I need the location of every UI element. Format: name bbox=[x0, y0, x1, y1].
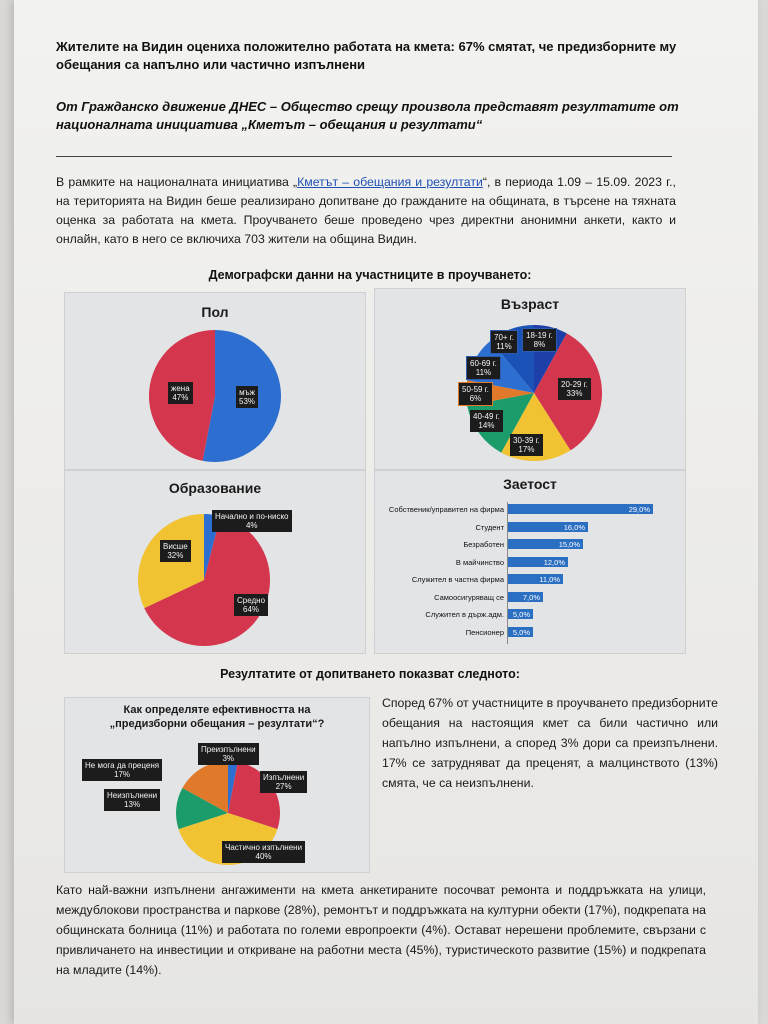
employment-bar bbox=[508, 504, 653, 514]
age-70plus-name: 70+ г. bbox=[494, 333, 514, 342]
age-40-49-name: 40-49 г. bbox=[473, 412, 500, 421]
employment-category-label: Студент bbox=[475, 522, 504, 532]
article-title: Жителите на Видин оцениха положително работата на кмета: 67% смятат, че предизборните му обещания са напълно или частично изпълнени bbox=[56, 39, 677, 72]
employment-row bbox=[374, 522, 686, 533]
eff-overfulfilled-value: 3% bbox=[222, 754, 235, 763]
intro-text-2: “, в периода 1.09 – 15.09. 2023 г., на територията на Видин беше реализирано допитване до гражданите на общината, в търсене на тяхната оценка за работата на кмета. Проучването беше проведено чрез директни анонимни анкети, както и онлайн, като в него се включиха 703 жители на община Видин. bbox=[56, 175, 676, 246]
education-chart-title: Образование bbox=[168, 480, 262, 496]
eff-label-unfulfilled bbox=[104, 789, 160, 811]
employment-category-label: Самоосигуряващ се bbox=[434, 592, 504, 602]
eff-unfulfilled-name: Неизпълнени bbox=[107, 791, 158, 800]
education-higher-name: Висше bbox=[163, 542, 188, 551]
age-20-29-value: 33% bbox=[566, 389, 583, 398]
employment-category-label: Служител в частна фирма bbox=[411, 575, 504, 584]
employment-bar bbox=[508, 609, 533, 619]
closing-paragraph: Като най-важни изпълнени ангажименти на кмета анкетираните посочват ремонта и поддръжката на улици, междублокови пространства и паркове (28%), ремонтът и поддръжката на културни обекти (17%), подкрепата на общинската болница (11%) и работата по големи европроекти (4%). Остават нерешени проблемите, свързани с привличането на инвестиции и откриване на работни места (45%), туристическото развитие (15%) и подкрепата на младите (14%). bbox=[56, 883, 706, 977]
initiative-link[interactable]: Кметът – обещания и резултати bbox=[297, 175, 483, 189]
eff-cannot-judge-value: 17% bbox=[114, 770, 131, 779]
age-label-20-29 bbox=[558, 378, 591, 400]
employment-chart-title: Заетост bbox=[503, 476, 557, 492]
effectiveness-chart-title: Как определяте ефективността на „предизборни обещания – резултати“? bbox=[109, 704, 325, 730]
employment-row bbox=[374, 609, 686, 620]
results-paragraph: Според 67% от участниците в проучването предизборните обещания на настоящия кмет са били частично или напълно изпълнени, а според 3% дори са преизпълнени. 17% се затрудняват да преценят, а малцинството (13%) смята, че са неизпълнени. bbox=[382, 696, 718, 790]
employment-axis-line bbox=[507, 502, 508, 644]
education-chart-panel bbox=[64, 470, 366, 654]
employment-bar bbox=[508, 592, 543, 602]
education-label-primary bbox=[212, 510, 292, 532]
employment-value-label: 5,0% bbox=[512, 610, 530, 619]
employment-value-label: 12,0% bbox=[543, 557, 565, 567]
gender-label-male bbox=[236, 386, 258, 408]
eff-fulfilled-value: 27% bbox=[275, 782, 292, 791]
gender-label-female bbox=[168, 382, 193, 404]
gender-male-name: мъж bbox=[239, 388, 255, 397]
age-label-60-69 bbox=[466, 356, 501, 380]
gender-chart-title: Пол bbox=[201, 304, 229, 320]
article-subtitle: От Гражданско движение ДНЕС – Общество срещу произвола представят резултатите от националната инициатива „Кметът – обещания и резултати“ bbox=[56, 99, 679, 132]
age-label-30-39 bbox=[510, 434, 543, 456]
employment-row bbox=[374, 557, 686, 568]
employment-row bbox=[374, 504, 686, 515]
employment-bar bbox=[508, 574, 563, 584]
gender-chart-panel bbox=[64, 292, 366, 470]
age-label-70plus bbox=[490, 330, 518, 354]
employment-bars bbox=[374, 504, 686, 644]
eff-label-fulfilled bbox=[260, 771, 307, 793]
employment-chart-panel bbox=[374, 470, 686, 654]
age-30-39-name: 30-39 г. bbox=[513, 436, 540, 445]
employment-category-label: Пенсионер bbox=[465, 627, 504, 637]
employment-value-label: 15,0% bbox=[558, 540, 580, 549]
divider bbox=[56, 156, 672, 157]
effectiveness-chart-panel bbox=[64, 697, 370, 873]
employment-bar bbox=[508, 522, 588, 532]
employment-value-label: 11,0% bbox=[539, 575, 560, 584]
intro-paragraph bbox=[56, 173, 676, 249]
employment-bar bbox=[508, 557, 568, 567]
education-primary-name: Начално и по-ниско bbox=[215, 512, 289, 521]
age-18-19-name: 18-19 г. bbox=[526, 331, 553, 340]
education-secondary-name: Средно bbox=[237, 596, 266, 605]
age-50-59-name: 50-59 г. bbox=[462, 385, 489, 394]
employment-row bbox=[374, 627, 686, 638]
employment-category-label: В майчинство bbox=[455, 557, 504, 567]
eff-unfulfilled-value: 13% bbox=[124, 800, 141, 809]
age-70plus-value: 11% bbox=[496, 342, 512, 351]
gender-female-value: 47% bbox=[172, 393, 189, 402]
education-label-higher bbox=[160, 540, 191, 562]
education-primary-value: 4% bbox=[245, 521, 258, 530]
age-20-29-name: 20-29 г. bbox=[561, 380, 588, 389]
age-chart-panel bbox=[374, 288, 686, 470]
eff-fulfilled-name: Изпълнени bbox=[263, 773, 305, 782]
age-label-18-19 bbox=[522, 328, 557, 352]
eff-overfulfilled-name: Преизпълнени bbox=[201, 745, 256, 754]
eff-partial-value: 40% bbox=[255, 852, 272, 861]
gender-male-value: 53% bbox=[239, 397, 256, 406]
education-pie bbox=[64, 470, 366, 654]
education-label-secondary bbox=[234, 594, 268, 616]
employment-row bbox=[374, 592, 686, 603]
employment-value-label: 16,0% bbox=[563, 522, 585, 532]
employment-category-label: Служител в държ.адм. bbox=[425, 610, 504, 619]
employment-category-label: Безработен bbox=[463, 540, 504, 549]
employment-category-label: Собственик/управител на фирма bbox=[388, 505, 504, 514]
age-label-40-49 bbox=[470, 410, 503, 432]
intro-text-1: В рамките на националната инициатива „ bbox=[56, 175, 298, 189]
demographics-heading: Демографски данни на участниците в проучването: bbox=[208, 268, 532, 282]
effectiveness-pie bbox=[64, 697, 370, 873]
age-40-49-value: 14% bbox=[478, 421, 495, 430]
employment-bar bbox=[508, 627, 533, 637]
employment-row bbox=[374, 539, 686, 550]
gender-female-name: жена bbox=[171, 384, 190, 393]
eff-label-partial bbox=[222, 841, 305, 863]
age-60-69-value: 11% bbox=[475, 368, 492, 377]
eff-label-overfulfilled bbox=[198, 743, 259, 765]
employment-value-label: 29,0% bbox=[628, 505, 650, 514]
education-secondary-value: 64% bbox=[243, 605, 260, 614]
education-higher-value: 32% bbox=[167, 551, 184, 560]
age-60-69-name: 60-69 г. bbox=[470, 359, 497, 368]
gender-pie bbox=[64, 292, 366, 470]
results-heading: Резултатите от допитването показват следното: bbox=[220, 667, 520, 681]
age-18-19-value: 8% bbox=[533, 340, 546, 349]
employment-value-label: 5,0% bbox=[512, 627, 530, 637]
eff-cannot-judge-name: Не мога да преценя bbox=[85, 761, 160, 770]
eff-partial-name: Частично изпълнени bbox=[225, 843, 303, 852]
employment-row bbox=[374, 574, 686, 585]
eff-label-cannot-judge bbox=[82, 759, 162, 781]
employment-value-label: 7,0% bbox=[522, 592, 540, 602]
age-label-50-59 bbox=[458, 382, 493, 406]
age-50-59-value: 6% bbox=[469, 394, 482, 403]
age-chart-title: Възраст bbox=[500, 296, 560, 312]
employment-bar bbox=[508, 539, 583, 549]
age-30-39-value: 17% bbox=[518, 445, 535, 454]
